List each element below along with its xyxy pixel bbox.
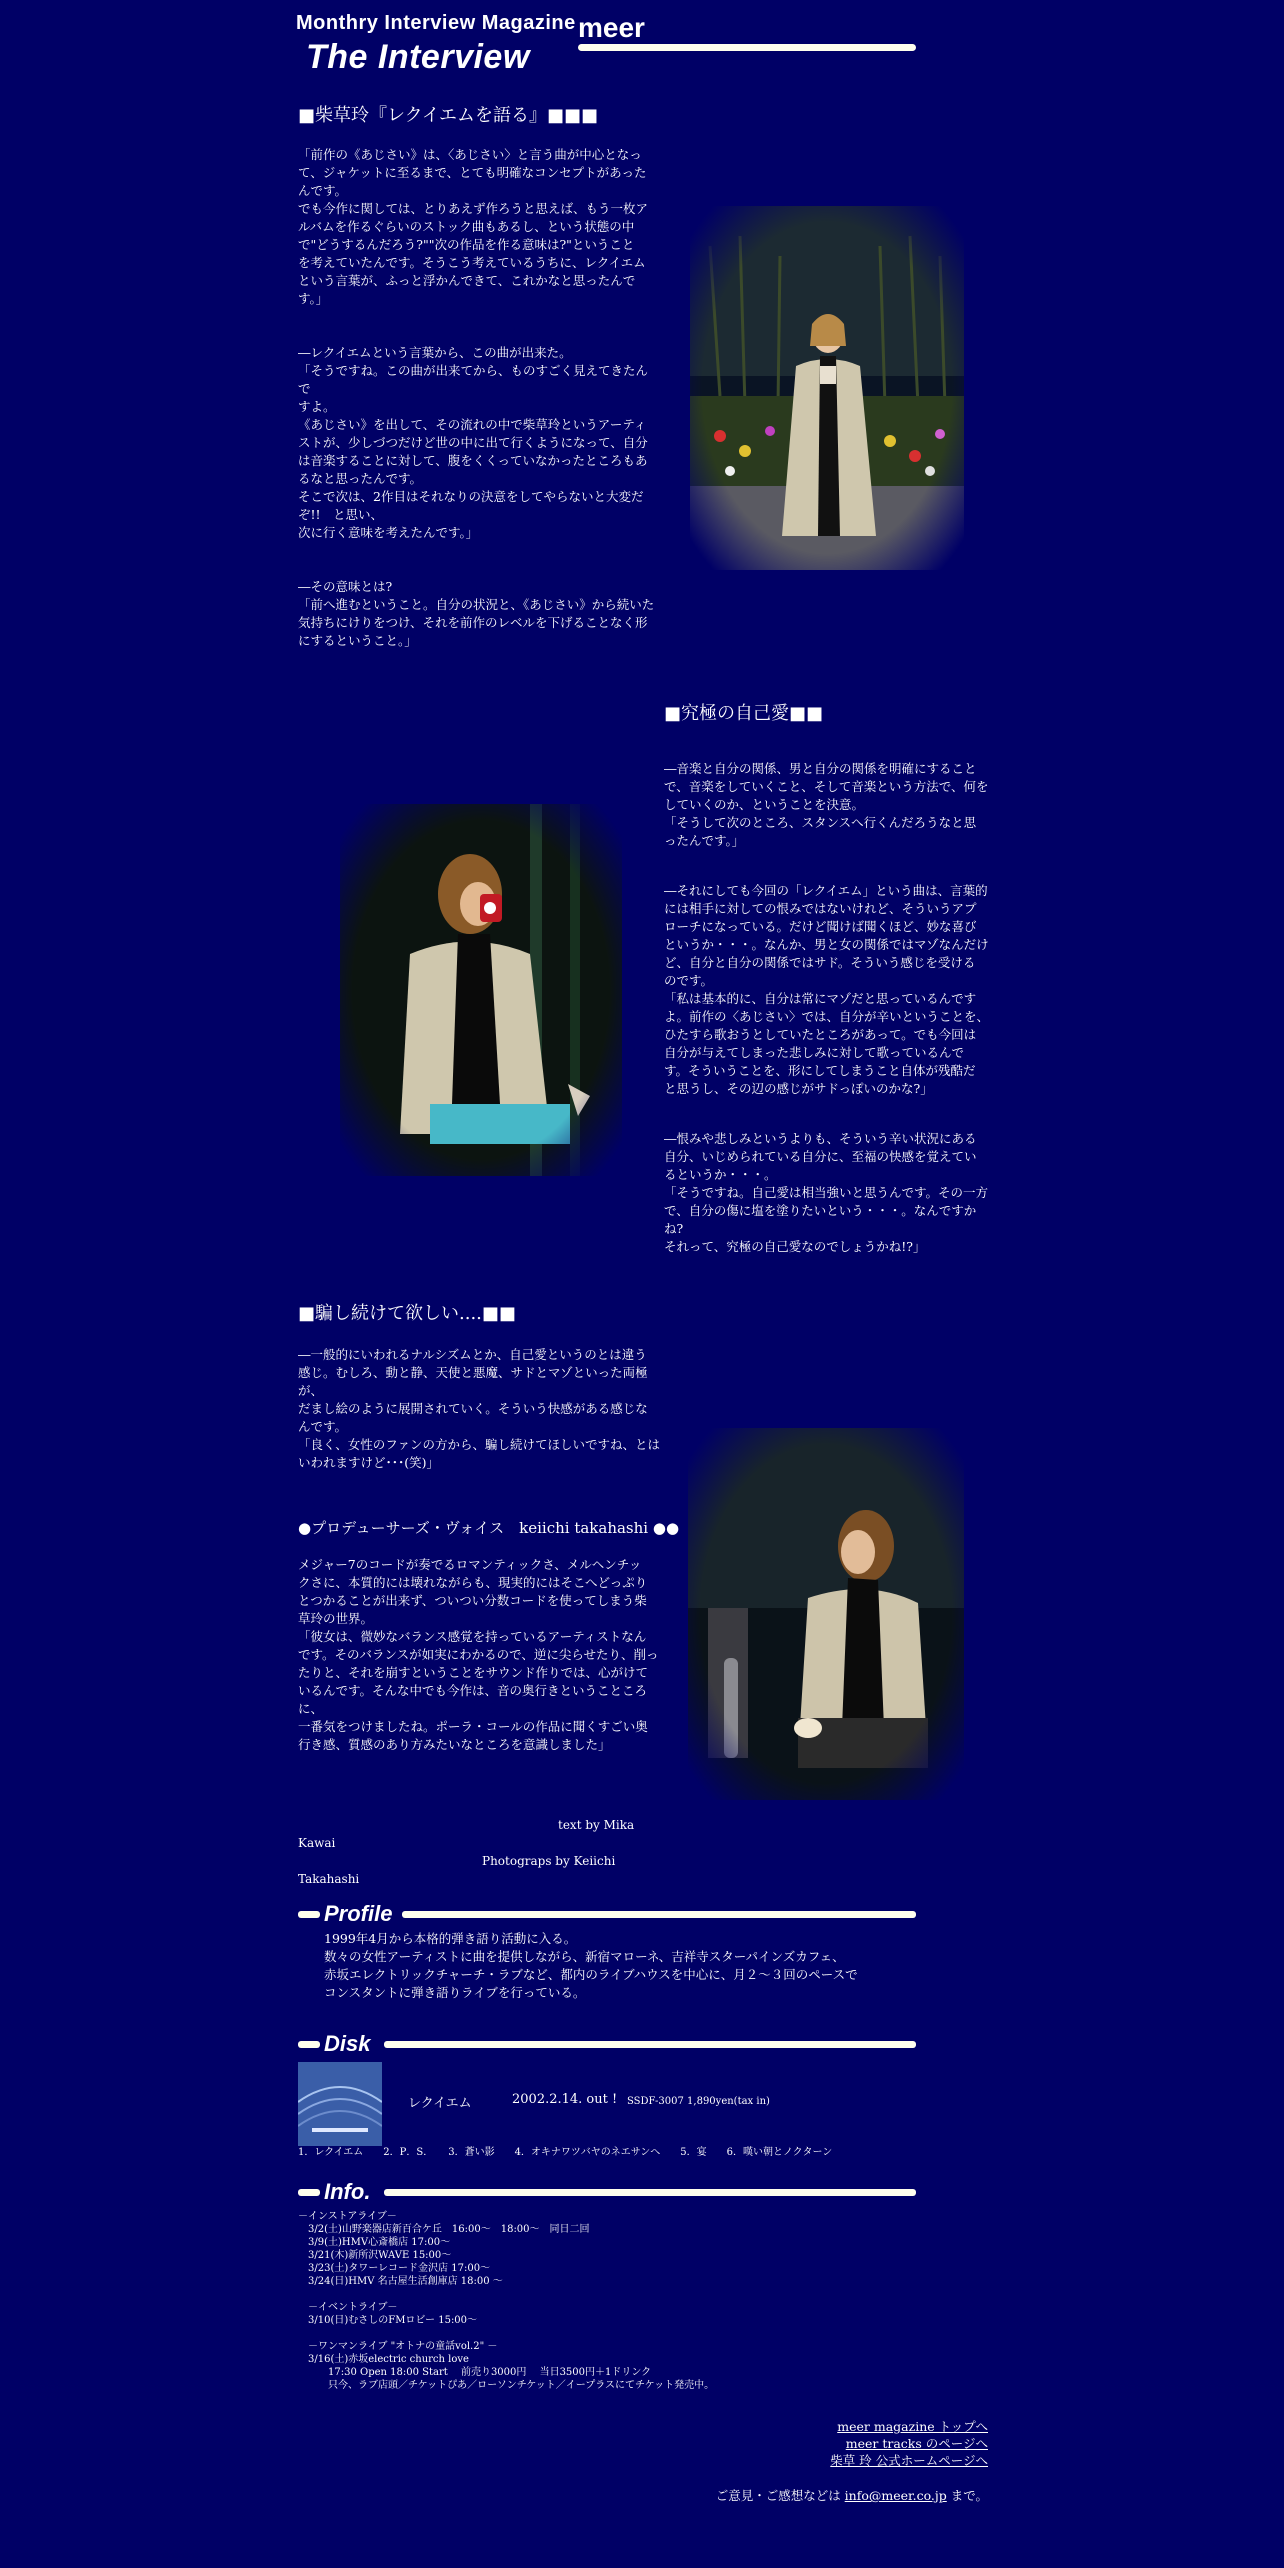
- section4-body: [298, 1556, 660, 1754]
- text-line: という言葉が、ふっと浮かんできて、これかなと思ったんで: [298, 273, 636, 288]
- album-title: レクイエム: [408, 2096, 472, 2111]
- text-line: いわれますけど･･･(笑)」: [298, 1455, 440, 1470]
- text-line: 《あじさい》を出して、その流れの中で柴草玲というアーティ: [298, 417, 647, 432]
- text-line: ひたすら歌おうとしていたところがあって。でも今回は: [664, 1027, 977, 1042]
- text-line: す。」: [298, 291, 329, 306]
- text-line: ―その意味とは?: [298, 579, 393, 594]
- disk-bar-left: [298, 2041, 320, 2048]
- text-line: にするということ。」: [298, 633, 417, 648]
- text-line: 「彼女は、微妙なバランス感覚を持っているアーティストなん: [298, 1629, 647, 1644]
- text-line: 3/9(土)HMV心斎橋店 17:00～: [298, 2237, 451, 2248]
- info-label: Info.: [324, 2179, 371, 2204]
- text-line: 「そうですね。この曲が出来てから、ものすごく見えてきたんで: [298, 363, 649, 396]
- info-bar-left: [298, 2189, 320, 2196]
- text-line: 「そうして次のところ、スタンスへ行くんだろうなと思: [664, 815, 977, 830]
- text-line: ―レクイエムという言葉から、この曲が出来た。: [298, 345, 572, 360]
- text-line: 17:30 Open 18:00 Start 前売り3000円 当日3500円＋1ドリンク: [298, 2367, 652, 2378]
- section1-heading: ■柴草玲『レクイエムを語る』■■■: [298, 105, 599, 126]
- text-line: ルバムを作るぐらいのストック曲もあるし、という状態の中: [298, 219, 635, 234]
- paragraph: [298, 146, 658, 308]
- text-line: ストが、少しづつだけど世の中に出て行くようになって、自分: [298, 435, 648, 450]
- text-line: 「私は基本的に、自分は常にマゾだと思っているんです: [664, 991, 977, 1006]
- text-line: 自分、いじめられている自分に、至福の快感を覚えてい: [664, 1149, 977, 1164]
- section3-paragraphs: [298, 1346, 660, 1472]
- magazine-subtitle: Monthry Interview Magazine: [296, 12, 576, 34]
- text-line: いるんです。そんな中でも今作は、音の奥行きということころに、: [298, 1683, 648, 1716]
- info-lines: [298, 2210, 918, 2392]
- text-line: 3/16(土)赤坂electric church love: [298, 2354, 469, 2365]
- text-credit: text by Mika: [558, 1818, 635, 1832]
- section2-paragraphs: [664, 760, 994, 1256]
- section1-body: [298, 146, 658, 650]
- paragraph: [298, 344, 658, 542]
- photo-credit-name: Takahashi: [298, 1872, 360, 1886]
- disk-header: [298, 2031, 920, 2056]
- text-line: たりと、それを崩すということをサウンド作りでは、心がけて: [298, 1665, 649, 1680]
- text-line: ど、自分と自分の関係ではサド。そういう感じを受ける: [664, 955, 976, 970]
- text-line: て、ジャケットに至るまで、とても明確なコンセプトがあった: [298, 165, 647, 180]
- footer-links: [830, 2418, 988, 2469]
- paragraph: [298, 578, 658, 650]
- text-line: ローチになっている。だけど聞けば聞くほど、妙な喜び: [664, 919, 977, 934]
- text-line: す。そういうことを、形にしてしまうこと自体が残酷だ: [664, 1063, 976, 1078]
- text-line: 3/24(日)HMV 名古屋生活創庫店 18:00 ～: [298, 2276, 503, 2287]
- text-line: －ワンマンライブ "オトナの童話vol.2" －: [298, 2341, 498, 2352]
- meer-tracks-link[interactable]: meer tracks のページへ: [845, 2436, 988, 2451]
- text-line: で、自分の傷に塩を塗りたいという・・・。なんですかね?: [664, 1203, 977, 1236]
- profile-header: [298, 1901, 920, 1926]
- text-line: のです。: [664, 973, 714, 988]
- text-line: んです。: [298, 1419, 348, 1434]
- text-line: 只今、ラブ店頭／チケットぴあ／ローソンチケット／イープラスにてチケット発売中。: [298, 2380, 715, 2391]
- contact-suffix: まで。: [946, 2488, 988, 2503]
- text-line: 気持ちにけりをつけ、それを前作のレベルを下げることなく形: [298, 615, 648, 630]
- paragraph: [664, 882, 994, 1098]
- text-line: ったんです。」: [664, 833, 745, 848]
- text-line: [298, 2288, 918, 2301]
- text-line: で"どうするんだろう?""次の作品を作る意味は?"ということ: [298, 237, 635, 252]
- text-line: －インストアライブ－: [298, 2211, 397, 2222]
- interview-photo-3: [688, 1428, 964, 1800]
- profile-bar-left: [298, 1911, 320, 1918]
- paragraph: [298, 1556, 660, 1754]
- text-line: 行き感、質感のあり方みたいなところを意識しました」: [298, 1737, 611, 1752]
- profile-text: [324, 1930, 924, 2002]
- paragraph: [664, 1130, 994, 1256]
- text-line: 3/2(土)山野楽器店新百合ケ丘 16:00～ 18:00～ 同日二回: [298, 2224, 590, 2235]
- section4-paragraphs: [298, 1556, 660, 1754]
- text-line: ぞ!! と思い、: [298, 507, 384, 522]
- section2-body: [664, 760, 994, 1256]
- profile-bar-right: [402, 1911, 916, 1918]
- text-line: は音楽することに対して、腹をくくっていなかったところもあ: [298, 453, 648, 468]
- text-line: ―音楽と自分の関係、男と自分の関係を明確にすること: [664, 761, 977, 776]
- text-line: コンスタントに弾き語りライブを行っている。: [324, 1985, 586, 2000]
- info-bar-right: [384, 2189, 916, 2196]
- text-line: すよ。: [298, 399, 336, 414]
- masthead-divider: [578, 44, 916, 51]
- section3-heading: ■騙し続けて欲しい....■■: [298, 1303, 516, 1324]
- text-line: 1999年4月から本格的弾き語り活動に入る。: [324, 1931, 577, 1946]
- text-line: というか・・・。なんか、男と女の関係ではマゾなんだけ: [664, 937, 989, 952]
- album-catalog: SSDF-3007 1,890yen(tax in): [627, 2096, 770, 2107]
- text-line: るというか・・・。: [664, 1167, 777, 1182]
- text-line: とつかることが出来ず、ついつい分数コードを使ってしまう柴: [298, 1593, 647, 1608]
- info-header: [298, 2179, 920, 2204]
- album-release: 2002.2.14. out !: [512, 2092, 618, 2107]
- text-line: 3/23(土)タワーレコード金沢店 17:00～: [298, 2263, 491, 2274]
- text-line: 一番気をつけましたね。ポーラ・コールの作品に聞くすごい奥: [298, 1719, 648, 1734]
- text-line: 3/10(日)むさしのFMロビー 15:00～: [298, 2315, 478, 2326]
- disk-bar-right: [384, 2041, 916, 2048]
- info-text: [298, 2210, 918, 2392]
- disk-label: Disk: [324, 2031, 371, 2056]
- text-line: 草玲の世界。: [298, 1611, 374, 1626]
- text-line: るなと思ったんです。: [298, 471, 423, 486]
- text-line: そこで次は、2作目はそれなりの決意をしてやらないと大変だ: [298, 489, 644, 504]
- brand-logo: meer: [578, 12, 645, 43]
- text-line: んです。: [298, 183, 348, 198]
- interview-photo-1: [690, 206, 964, 570]
- magazine-top-link[interactable]: meer magazine トップへ: [837, 2419, 988, 2434]
- text-credit-name: Kawai: [298, 1836, 336, 1850]
- text-line: 「前作の《あじさい》は、〈あじさい〉と言う曲が中心となっ: [298, 147, 642, 162]
- album-cover: [298, 2062, 382, 2146]
- text-line: 「前へ進むということ。自分の状況と、《あじさい》から続いた: [298, 597, 655, 612]
- text-line: －イベントライブ－: [298, 2302, 398, 2313]
- text-line: 感じ。むしろ、動と静、天使と悪魔、サドとマゾといった両極が、: [298, 1365, 648, 1398]
- text-line: です。そのバランスが如実にわかるので、逆に尖らせたり、削っ: [298, 1647, 659, 1662]
- text-line: 「そうですね。自己愛は相当強いと思うんです。その一方: [664, 1185, 989, 1200]
- text-line: で、音楽をしていくこと、そして音楽という方法で、何を: [664, 779, 989, 794]
- photo-credit: Photograps by Keiichi: [482, 1854, 616, 1868]
- magazine-title: The Interview: [306, 38, 530, 76]
- text-line: だまし絵のように展開されていく。そういう快感がある感じな: [298, 1401, 648, 1416]
- text-line: 自分が与えてしまった悲しみに対して歌っているんで: [664, 1045, 965, 1060]
- text-line: でも今作に関しては、とりあえず作ろうと思えば、もう一枚ア: [298, 201, 649, 216]
- text-line: 「良く、女性のファンの方から、騙し続けてほしいですね、とは: [298, 1437, 661, 1452]
- text-line: を考えていたんです。そうこう考えているうちに、レクイエム: [298, 255, 646, 270]
- contact-prefix: ご意見・ご感想などは: [715, 2488, 845, 2503]
- profile-label: Profile: [324, 1901, 393, 1926]
- text-line: していくのか、ということを決意。: [664, 797, 865, 812]
- text-line: メジャー7のコードが奏でるロマンティックさ、メルヘンチッ: [298, 1557, 642, 1572]
- text-line: ―それにしても今回の「レクイエム」という曲は、言葉的: [664, 883, 988, 898]
- text-line: よ。前作の〈あじさい〉では、自分が辛いということを、: [664, 1009, 990, 1024]
- text-line: には相手に対しての恨みではないけれど、そういうアプ: [664, 901, 977, 916]
- text-line: [298, 2327, 918, 2340]
- text-line: クさに、本質的には壊れながらも、現実的にはそこへどっぷり: [298, 1575, 648, 1590]
- section1-paragraphs: [298, 146, 658, 650]
- credits: [298, 1816, 638, 1888]
- text-line: 赤坂エレクトリックチャーチ・ラブなど、都内のライブハウスを中心に、月２～３回のペースで: [324, 1967, 858, 1982]
- text-line: と思うし、その辺の感じがサドっぽいのかな?」: [664, 1081, 933, 1096]
- section2-heading: ■究極の自己愛■■: [664, 703, 824, 724]
- track-list: 1．レクイエム 2．P．S． 3．蒼い影 4．オキナワツバヤのネエサンへ 5．宴 6．嘆い朝とノクターン: [298, 2147, 833, 2158]
- text-line: ―一般的にいわれるナルシズムとか、自己愛というのとは違う: [298, 1347, 647, 1362]
- text-line: 次に行く意味を考えたんです。」: [298, 525, 479, 540]
- section3-body: [298, 1346, 660, 1472]
- section4-heading: ●プロデューサーズ・ヴォイス keiichi takahashi ●●: [298, 1519, 680, 1537]
- profile-lines: [324, 1930, 924, 2002]
- email-link[interactable]: info@meer.co.jp: [844, 2488, 947, 2503]
- paragraph: [298, 1346, 660, 1472]
- text-line: 数々の女性アーティストに曲を提供しながら、新宿マローネ、吉祥寺スターパインズカフェ、: [324, 1949, 845, 1964]
- contact-line: [716, 2486, 988, 2504]
- paragraph: [664, 760, 994, 850]
- interview-photo-2: [340, 804, 622, 1176]
- official-site-link[interactable]: 柴草 玲 公式ホームページへ: [830, 2453, 988, 2468]
- text-line: ―恨みや悲しみというよりも、そういう辛い状況にある: [664, 1131, 977, 1146]
- text-line: 3/21(木)新所沢WAVE 15:00～: [298, 2250, 452, 2261]
- text-line: それって、究極の自己愛なのでしょうかね!?」: [664, 1239, 926, 1254]
